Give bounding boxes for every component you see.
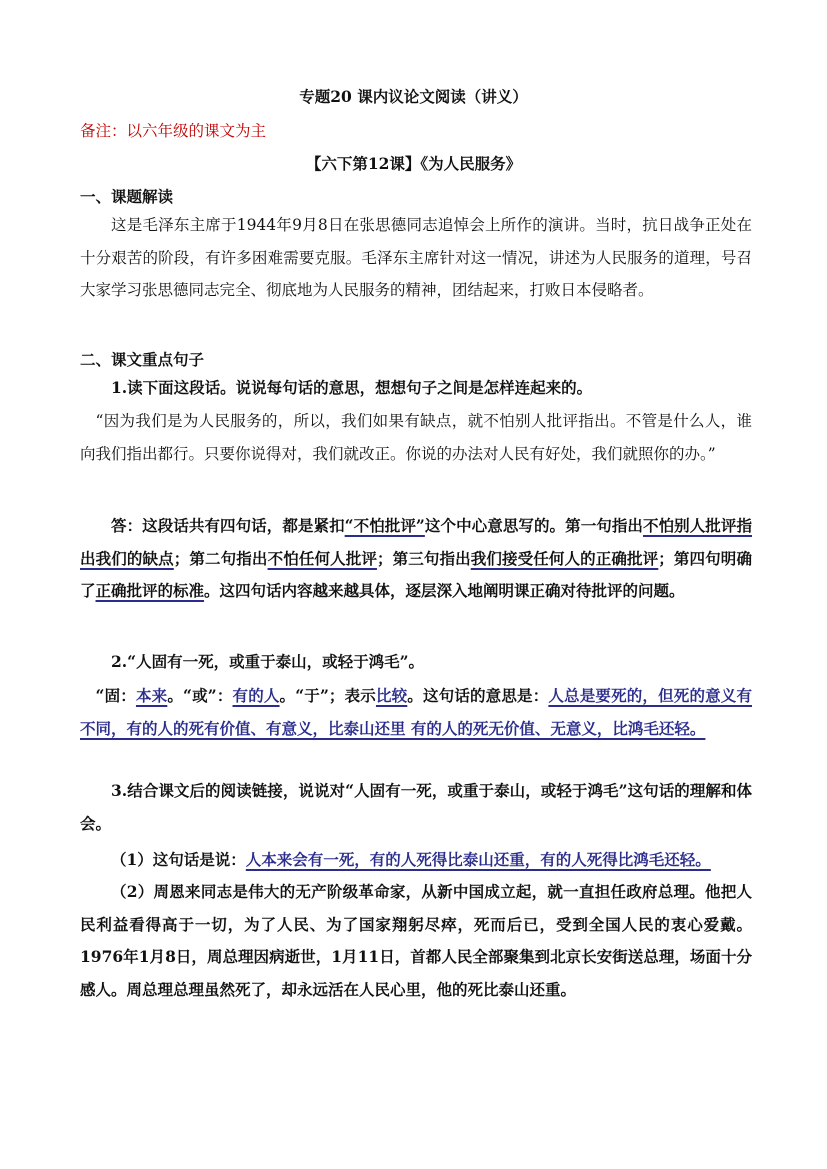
section-heading-interpretation: 一、课题解读 xyxy=(80,187,174,206)
section-heading-key-sentences: 二、课文重点句子 xyxy=(80,350,205,369)
answer-1-highlight: “不怕批评” xyxy=(344,516,425,535)
answer-1-text: 。这四句话内容越来越具体，逐层深入地阐明课正确对待批评的问题。 xyxy=(204,581,685,600)
answer-1-text: 这个中心意思写的。第一句指出 xyxy=(424,516,643,535)
answer-2-highlight: 比较 xyxy=(375,686,408,705)
answer-1-highlight: 我们接受任何人的正确批评 xyxy=(470,548,659,568)
lesson-title: 【六下第12课】《为人民服务》 xyxy=(305,154,522,173)
answer-2-text: “固： xyxy=(95,686,136,705)
question-1: 1.读下面这段话。说说每句话的意思，想想句子之间是怎样连起来的。 xyxy=(111,378,593,397)
answer-3-part-2: （2）周恩来同志是伟大的无产阶级革命家，从新中国成立起，就一直担任政府总理。他把人民利益看得高于一切，为了人民、为了国家翔躬尽瘁，死而后已，受到全国人民的衷心爱戴。1976年1月8日，周总理因病逝世，1月11日，首都人民全部聚集到北京长安街送总理，场面十分感人。周总理总理虽然死了，却永远活在人民心里，他的死比泰山还重。 xyxy=(80,882,752,999)
question-3: 3.结合课文后的阅读链接，说说对“人固有一死，或重于泰山，或轻于鸿毛”这句话的理解和体会。 xyxy=(80,781,752,833)
answer-1-highlight: 正确批评的标准 xyxy=(95,581,205,600)
answer-2-highlight: 有的人 xyxy=(232,686,280,705)
interpretation-paragraph: 这是毛泽东主席于1944年9月8日在张思德同志追悼会上所作的演讲。当时，抗日战争正处在十分艰苦的阶段，有许多困难需要克服。毛泽东主席针对这一情况，讲述为人民服务的道理，号召大家学习张思德同志完全、彻底地为人民服务的精神，团结起来，打败日本侵略者。 xyxy=(80,216,752,299)
answer-2-highlight: 本来 xyxy=(135,686,168,705)
answer-1-text: ；第二句指出 xyxy=(173,548,268,568)
answer-1-text: 答：这段话共有四句话，都是紧扣 xyxy=(111,516,345,535)
answer-2-text: 。“或”： xyxy=(167,686,233,705)
quote-paragraph: “因为我们是为人民服务的，所以，我们如果有缺点，就不怕别人批评指出。不管是什么人，谁向我们指出都行。只要你说得对，我们就改正。你说的办法对人民有好处，我们就照你的办。” xyxy=(80,412,752,463)
answer-1-highlight: 不怕别人批评指出我们的缺点 xyxy=(80,516,752,568)
answer-3-part-1 xyxy=(80,844,752,877)
answer-2-text: 。“于”；表示 xyxy=(279,686,376,705)
question-2: 2.“人固有一死，或重于泰山，或轻于鸿毛”。 xyxy=(111,652,425,671)
answer-1-paragraph xyxy=(80,510,752,608)
answer-1-text: ；第三句指出 xyxy=(376,548,471,568)
answer-2-highlight: 人总是要死的，但死的意义有不同，有的人的死有价值、有意义，比泰山还里 有的人的死无价值、无意义，比鸿毛还轻。 xyxy=(80,686,752,738)
answer-1-text: ；第四句明确了 xyxy=(80,548,752,600)
answer-3-prefix: （1）这句话是说： xyxy=(111,850,246,869)
answer-1-highlight: 不怕任何人批评 xyxy=(267,548,377,568)
answer-2-text: 。这句话的意思是： xyxy=(407,686,549,705)
remark-note: 备注：以六年级的课文为主 xyxy=(80,122,267,140)
document-title: 专题20 课内议论文阅读（讲义） xyxy=(299,87,528,106)
answer-2-paragraph xyxy=(80,680,752,745)
answer-3-highlight: 人本来会有一死，有的人死得比泰山还重，有的人死得比鸿毛还轻。 xyxy=(245,850,711,869)
